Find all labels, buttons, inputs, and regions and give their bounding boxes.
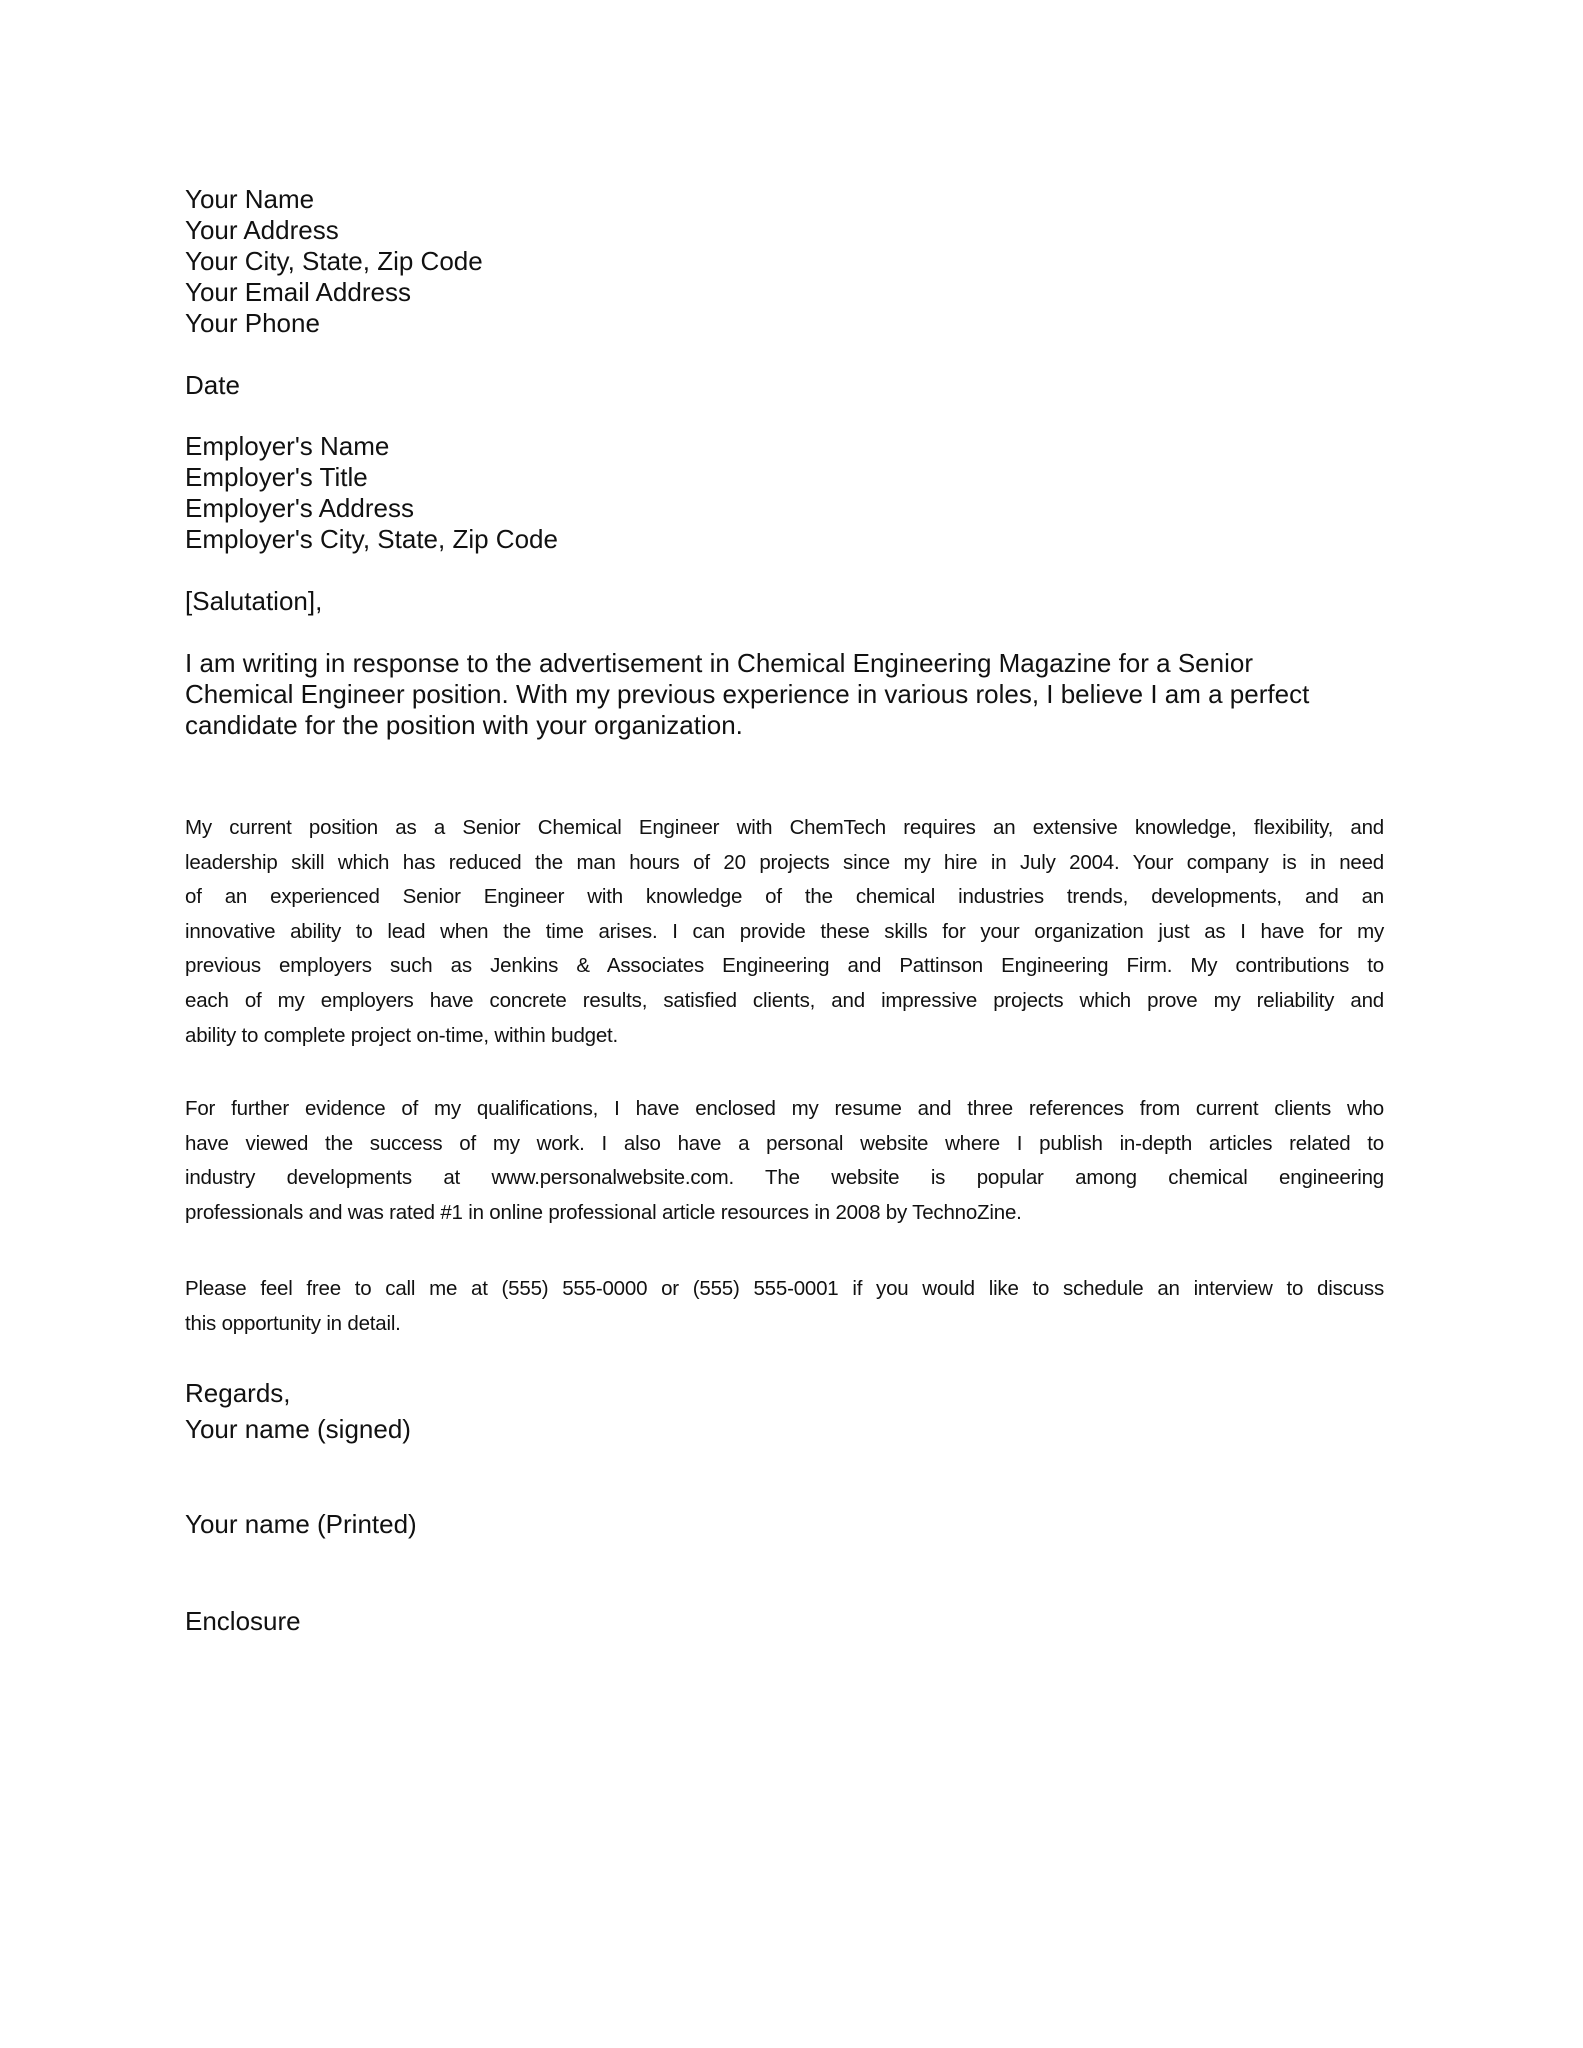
sender-address-block (185, 184, 1384, 339)
intro-line: candidate for the position with your organization. (185, 710, 743, 740)
name-printed: Your name (Printed) (185, 1509, 417, 1539)
body-paragraph-qualifications (185, 1092, 1384, 1230)
employer-city-state-zip: Employer's City, State, Zip Code (185, 524, 558, 554)
paragraph-line: Please feel free to call me at (555) 555-0000 or (555) 555-0001 if you would like to schedule an interview to discuss (185, 1277, 1384, 1300)
intro-line: I am writing in response to the advertisement in Chemical Engineering Magazine for a Senior (185, 648, 1253, 678)
paragraph-line: professionals and was rated #1 in online professional article resources in 2008 by TechnoZine. (185, 1200, 1022, 1224)
letter-date: Date (185, 370, 240, 400)
paragraph-line: ability to complete project on-time, within budget. (185, 1023, 619, 1047)
paragraph-line: have viewed the success of my work. I also have a personal website where I publish in-depth articles related to (185, 1131, 1384, 1155)
sender-email: Your Email Address (185, 277, 411, 307)
employer-address-block (185, 431, 1384, 555)
employer-address: Employer's Address (185, 493, 414, 523)
intro-line: Chemical Engineer position. With my previous experience in various roles, I believe I am a perfect (185, 679, 1310, 709)
paragraph-line: industry developments at www.personalwebsite.com. The website is popular among chemical engineering (185, 1166, 1384, 1190)
sender-city-state-zip: Your City, State, Zip Code (185, 246, 483, 276)
paragraph-line: each of my employers have concrete results, satisfied clients, and impressive projects which prove my reliability and (185, 988, 1384, 1012)
body-paragraph-experience (185, 811, 1384, 1053)
paragraph-line: previous employers such as Jenkins & Associates Engineering and Pattinson Engineering Firm. My contributions to (185, 954, 1384, 978)
sender-phone: Your Phone (185, 308, 320, 338)
employer-title: Employer's Title (185, 462, 368, 492)
paragraph-line: this opportunity in detail. (185, 1311, 401, 1335)
paragraph-line: My current position as a Senior Chemical Engineer with ChemTech requires an extensive knowledge, flexibility, and (185, 816, 1384, 839)
paragraph-line: of an experienced Senior Engineer with knowledge of the chemical industries trends, developments, and an (185, 885, 1384, 909)
paragraph-line: innovative ability to lead when the time arises. I can provide these skills for your organization just as I have for my (185, 919, 1384, 943)
sender-address: Your Address (185, 215, 339, 245)
salutation: [Salutation], (185, 586, 323, 616)
paragraph-line: leadership skill which has reduced the man hours of 20 projects since my hire in July 2004. Your company is in need (185, 850, 1384, 874)
employer-name: Employer's Name (185, 431, 390, 461)
signature-signed: Your name (signed) (185, 1414, 411, 1444)
body-paragraph-contact (185, 1272, 1384, 1341)
sender-name: Your Name (185, 184, 315, 214)
paragraph-line: For further evidence of my qualifications, I have enclosed my resume and three references from current clients who (185, 1097, 1384, 1120)
closing: Regards, (185, 1378, 291, 1408)
intro-paragraph (185, 648, 1384, 741)
enclosure-note: Enclosure (185, 1606, 301, 1636)
